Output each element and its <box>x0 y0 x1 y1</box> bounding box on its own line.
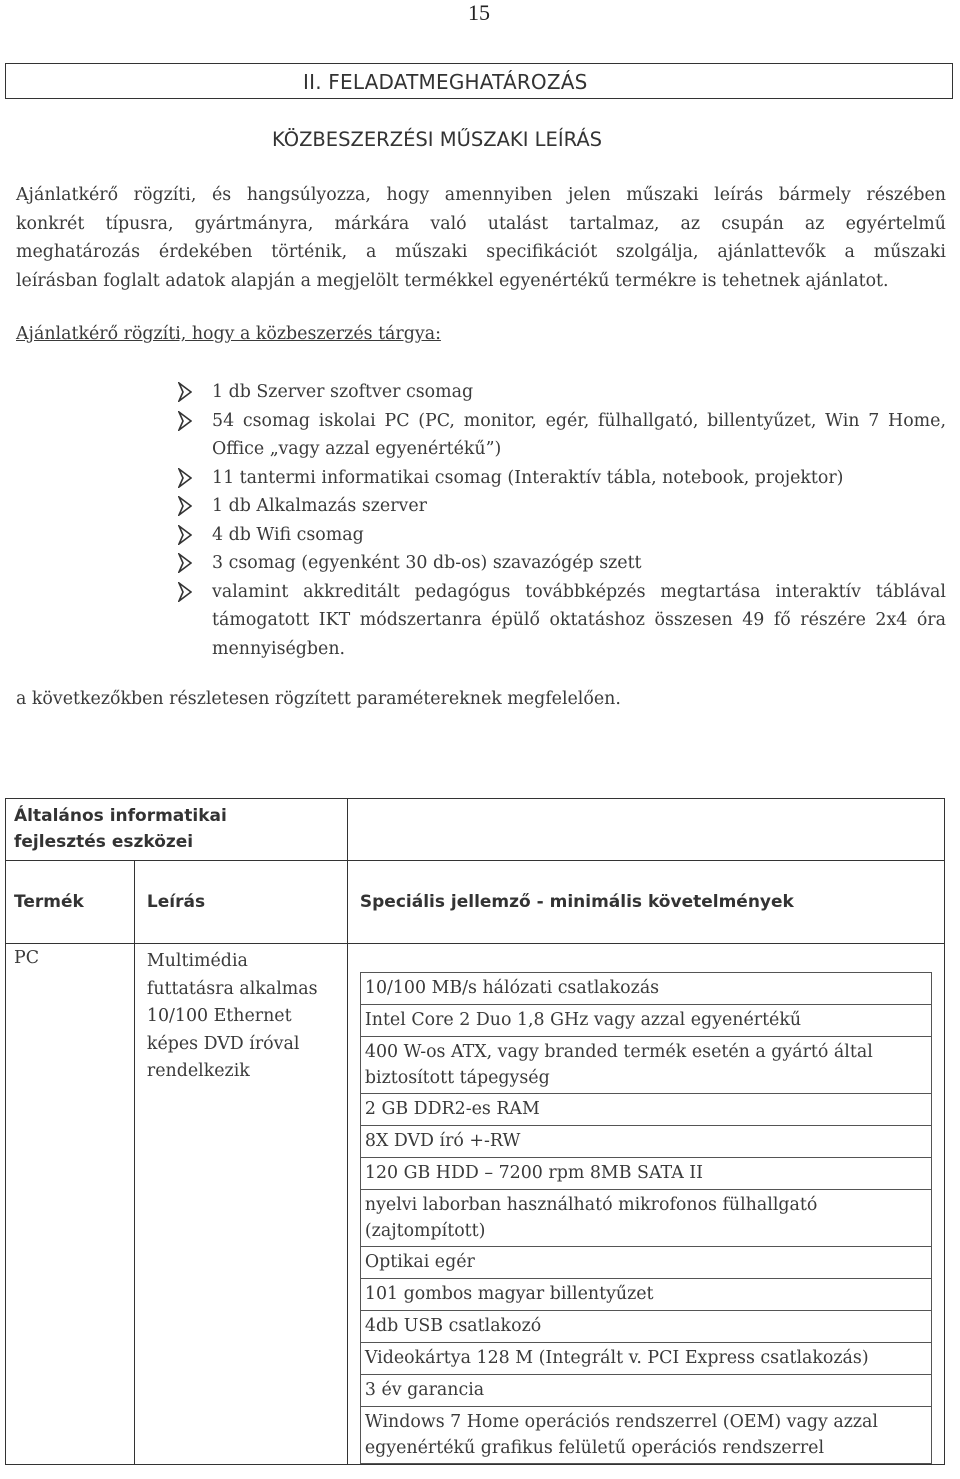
header-cell-product <box>6 861 135 944</box>
subject-list <box>16 378 946 663</box>
arrow-bullet-icon <box>178 582 192 602</box>
specs-cell <box>347 944 944 1465</box>
spec-item: Intel Core 2 Duo 1,8 GHz vagy azzal egyenértékű <box>360 1004 932 1036</box>
spec-item: 3 év garancia <box>360 1374 932 1406</box>
arrow-bullet-icon <box>178 553 192 573</box>
list-item <box>16 521 946 550</box>
arrow-bullet-icon <box>178 382 192 402</box>
list-item <box>16 464 946 493</box>
subject-heading: Ajánlatkérő rögzíti, hogy a közbeszerzés tárgya: <box>16 324 441 344</box>
page-number: 15 <box>468 0 490 25</box>
empty-cell <box>347 799 944 861</box>
intro-line: leírásban foglalt adatok alapján a megjelölt termékkel egyenértékű termékre is tehetnek ajánlatot. <box>16 270 889 291</box>
intro-line: Ajánlatkérő rögzíti, és hangsúlyozza, hogy amennyiben jelen műszaki leírás bármely részében <box>16 185 946 205</box>
arrow-bullet-icon <box>178 525 192 545</box>
arrow-bullet-icon <box>178 496 192 516</box>
column-header-product: Termék <box>14 892 84 912</box>
column-header-description: Leírás <box>146 892 206 912</box>
header-cell-description <box>134 861 347 944</box>
spec-list <box>360 972 932 1464</box>
spec-item: 10/100 MB/s hálózati csatlakozás <box>360 972 932 1004</box>
column-header-specs: Speciális jellemző - minimális követelmények <box>359 892 794 912</box>
intro-paragraph <box>16 181 946 295</box>
spec-item: Videokártya 128 M (Integrált v. PCI Express csatlakozás) <box>360 1342 932 1374</box>
header-cell-specs <box>347 861 944 944</box>
list-item-text: 1 db Szerver szoftver csomag <box>212 382 474 402</box>
spec-item: 400 W-os ATX, vagy branded termék esetén a gyártó által biztosított tápegység <box>360 1036 932 1093</box>
list-item-text: 11 tantermi informatikai csomag (Interaktív tábla, notebook, projektor) <box>212 467 844 488</box>
spec-table <box>5 798 945 1465</box>
intro-line: konkrét típusra, gyártmányra, márkára való utalást tartalmaz, az csupán az egyértelmű <box>16 213 946 234</box>
list-item-text: valamint akkreditált pedagógus továbbképzés megtartása interaktív táblával támogatott IKT módszertanra épülő oktatáshoz összesen 49 fő részére 2x4 óra mennyiségben. <box>212 581 946 659</box>
category-cell <box>6 799 348 861</box>
intro-line: meghatározás érdekében történik, a műszaki specifikációt szolgálja, ajánlattevők a műszaki <box>16 242 946 262</box>
spec-item: 2 GB DDR2-es RAM <box>360 1093 932 1125</box>
arrow-bullet-icon <box>178 411 192 431</box>
spec-item: 8X DVD író +-RW <box>360 1125 932 1157</box>
document-subtitle: KÖZBESZERZÉSI MŰSZAKI LEÍRÁS <box>272 128 603 151</box>
list-item-text: 54 csomag iskolai PC (PC, monitor, egér, fülhallgató, billentyűzet, Win 7 Home, Office „vagy azzal egyenértékű”) <box>212 410 946 459</box>
spec-item: Windows 7 Home operációs rendszerrel (OEM) vagy azzal egyenértékű grafikus felületű operációs rendszerrel <box>360 1406 932 1464</box>
spec-item: 120 GB HDD – 7200 rpm 8MB SATA II <box>360 1157 932 1189</box>
list-item <box>16 378 946 407</box>
section-title-box <box>5 63 953 99</box>
closing-sentence: a következőkben részletesen rögzített paramétereknek megfelelően. <box>16 689 621 709</box>
list-item <box>16 407 946 464</box>
arrow-bullet-icon <box>178 468 192 488</box>
product-name: PC <box>14 948 40 968</box>
product-cell <box>6 944 135 1465</box>
list-item-text: 1 db Alkalmazás szerver <box>212 496 427 516</box>
list-item <box>16 492 946 521</box>
spec-item: 4db USB csatlakozó <box>360 1310 932 1342</box>
category-title: Általános informatikai fejlesztés eszközei <box>14 806 227 852</box>
section-title: II. FELADATMEGHATÁROZÁS <box>303 70 588 94</box>
spec-item: nyelvi laborban használható mikrofonos fülhallgató (zajtompított) <box>360 1189 932 1246</box>
product-description: Multimédia futtatásra alkalmas 10/100 Ethernet képes DVD íróval rendelkezik <box>146 951 318 1081</box>
description-cell <box>134 944 347 1465</box>
spec-item: 101 gombos magyar billentyűzet <box>360 1278 932 1310</box>
list-item <box>16 549 946 578</box>
spec-item: Optikai egér <box>360 1246 932 1278</box>
list-item-text: 4 db Wifi csomag <box>212 524 364 545</box>
list-item <box>16 578 946 664</box>
list-item-text: 3 csomag (egyenként 30 db-os) szavazógép szett <box>212 553 642 573</box>
